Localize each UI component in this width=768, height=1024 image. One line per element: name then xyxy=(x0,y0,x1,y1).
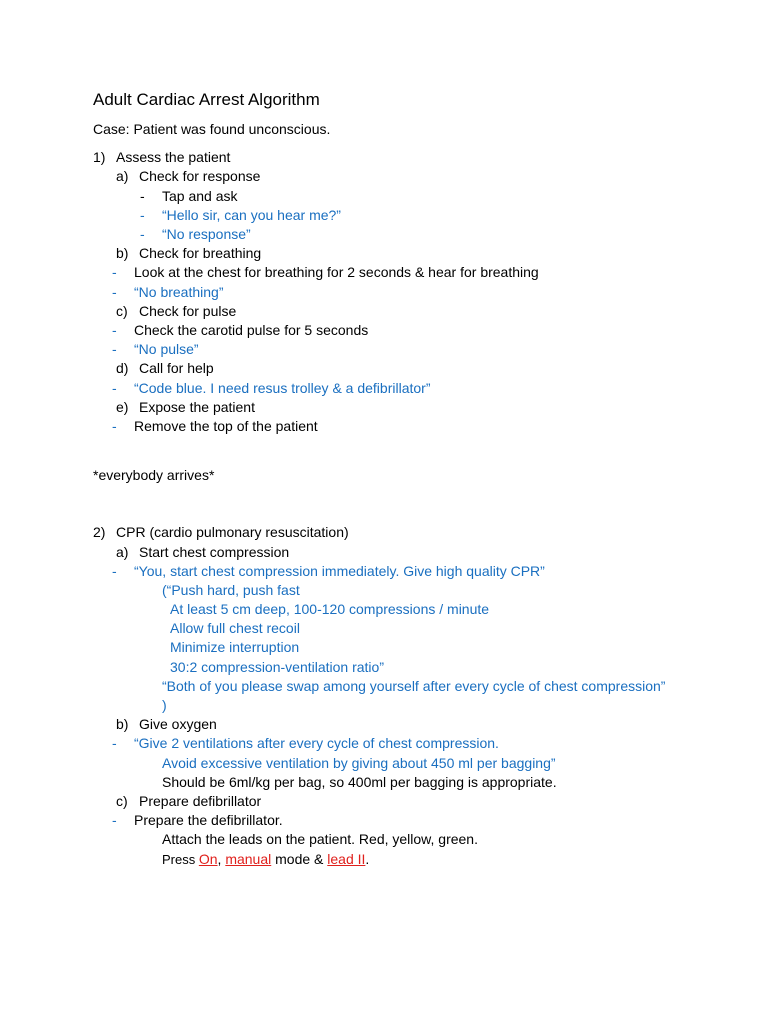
list-subitem: At least 5 cm deep, 100-120 compressions / minute xyxy=(170,601,490,617)
s2b-text: Give oxygen xyxy=(139,716,217,732)
list-item: Remove the top of the patient xyxy=(134,418,318,434)
s1e-label: e) xyxy=(116,399,129,415)
bullet-dash: - xyxy=(112,735,117,751)
s1-heading: Assess the patient xyxy=(116,149,231,165)
bullet-dash: - xyxy=(140,207,145,223)
s2b-label: b) xyxy=(116,716,129,732)
list-subitem: Allow full chest recoil xyxy=(170,620,300,636)
s1d-text: Call for help xyxy=(139,360,214,376)
list-item: “Code blue. I need resus trolley & a defibrillator” xyxy=(134,380,431,396)
s2a-text: Start chest compression xyxy=(139,544,290,560)
press-instruction xyxy=(162,850,369,869)
list-subitem: 30:2 compression-ventilation ratio” xyxy=(170,659,384,675)
list-subitem: “Both of you please swap among yourself after every cycle of chest compression” xyxy=(162,678,666,694)
list-item: Check the carotid pulse for 5 seconds xyxy=(134,322,369,338)
s2-number: 2) xyxy=(93,524,106,540)
page-title: Adult Cardiac Arrest Algorithm xyxy=(93,90,320,109)
list-item: “No pulse” xyxy=(134,341,199,357)
list-subitem: Minimize interruption xyxy=(170,639,300,655)
manual-keyword: manual xyxy=(225,851,272,867)
list-subitem: ) xyxy=(162,697,167,713)
list-item: Prepare the defibrillator. xyxy=(134,812,283,828)
list-subitem: (“Push hard, push fast xyxy=(162,582,300,598)
list-item: Tap and ask xyxy=(162,188,238,204)
press-end: . xyxy=(365,851,370,867)
on-keyword: On xyxy=(198,851,218,867)
bullet-dash: - xyxy=(112,812,117,828)
s2c-label: c) xyxy=(116,793,128,809)
s1-number: 1) xyxy=(93,149,106,165)
list-item: “You, start chest compression immediately. Give high quality CPR” xyxy=(134,563,545,579)
s1b-label: b) xyxy=(116,245,129,261)
list-item: “No response” xyxy=(162,226,251,242)
case-text: Case: Patient was found unconscious. xyxy=(93,121,331,137)
list-item: “Give 2 ventilations after every cycle of chest compression. xyxy=(134,735,499,751)
press-mid: mode & xyxy=(271,851,328,867)
bullet-dash: - xyxy=(112,418,117,434)
s2a-label: a) xyxy=(116,544,129,560)
list-item: “Hello sir, can you hear me?” xyxy=(162,207,341,223)
s2c-text: Prepare defibrillator xyxy=(139,793,262,809)
bullet-dash: - xyxy=(140,188,145,204)
s1c-label: c) xyxy=(116,303,128,319)
s1e-text: Expose the patient xyxy=(139,399,255,415)
s1a-label: a) xyxy=(116,168,129,184)
list-subitem: Avoid excessive ventilation by giving about 450 ml per bagging” xyxy=(162,755,556,771)
list-subitem: Attach the leads on the patient. Red, yellow, green. xyxy=(162,831,478,847)
bullet-dash: - xyxy=(112,563,117,579)
bullet-dash: - xyxy=(140,226,145,242)
list-item: Look at the chest for breathing for 2 seconds & hear for breathing xyxy=(134,264,539,280)
s1b-text: Check for breathing xyxy=(139,245,262,261)
s1d-label: d) xyxy=(116,360,129,376)
press-prefix: Press xyxy=(162,852,199,867)
everybody-arrives-note: *everybody arrives* xyxy=(93,467,215,483)
bullet-dash: - xyxy=(112,322,117,338)
bullet-dash: - xyxy=(112,284,117,300)
bullet-dash: - xyxy=(112,380,117,396)
list-subitem: Should be 6ml/kg per bag, so 400ml per bagging is appropriate. xyxy=(162,774,557,790)
lead-keyword: lead II xyxy=(327,851,366,867)
list-item: “No breathing” xyxy=(134,284,224,300)
bullet-dash: - xyxy=(112,264,117,280)
s1c-text: Check for pulse xyxy=(139,303,237,319)
bullet-dash: - xyxy=(112,341,117,357)
press-comma: , xyxy=(217,851,226,867)
s1a-text: Check for response xyxy=(139,168,261,184)
s2-heading: CPR (cardio pulmonary resuscitation) xyxy=(116,524,349,540)
